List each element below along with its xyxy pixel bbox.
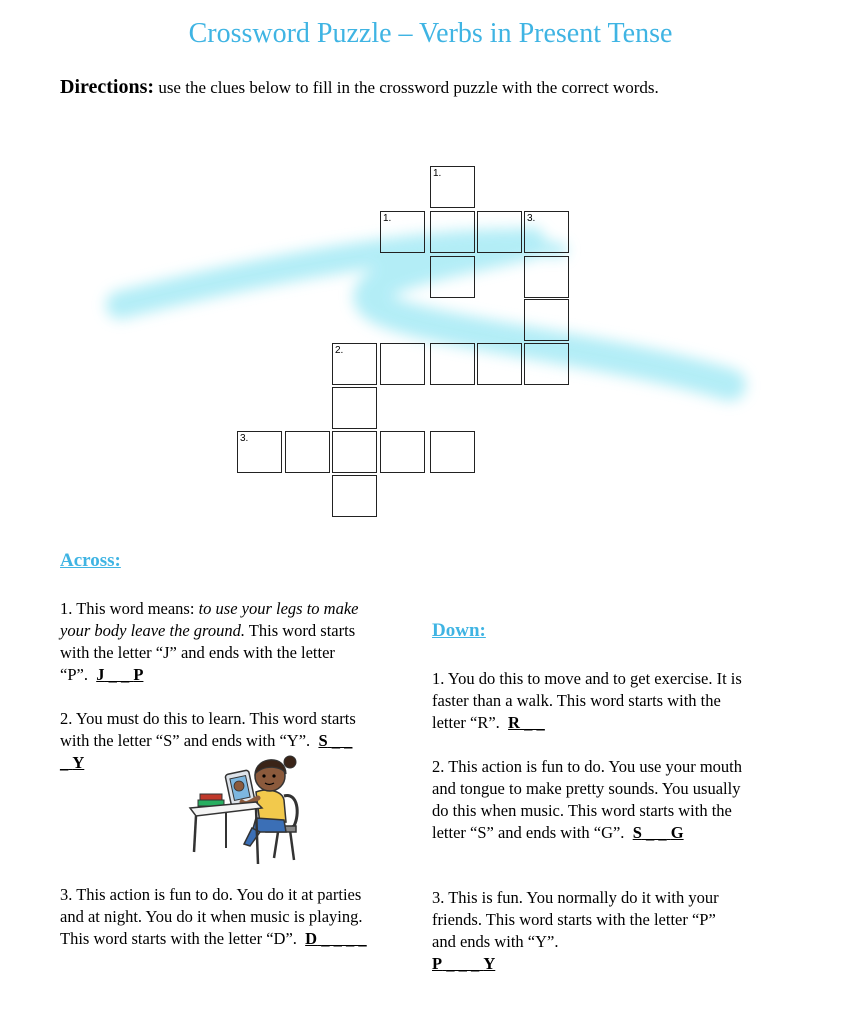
answer-pattern: R _ _ xyxy=(508,713,545,732)
grid-cell[interactable] xyxy=(380,343,425,385)
across-clue-2: 2. You must do this to learn. This word starts with the letter “S” and ends with “Y”. S _ _ _ Y xyxy=(60,709,356,772)
grid-cell[interactable] xyxy=(430,343,475,385)
across-heading: Across: xyxy=(60,550,121,571)
grid-cell[interactable] xyxy=(477,211,522,253)
grid-cell[interactable] xyxy=(332,431,377,473)
grid-number-down-3: 3. xyxy=(527,213,536,224)
grid-cell[interactable] xyxy=(237,431,282,473)
answer-pattern: P _ _ _ Y xyxy=(432,954,496,973)
across-clue-1: 1. This word means: to use your legs to make your body leave the ground. This word starts with the letter “J” and ends with the letter “P”. J _ _ P xyxy=(60,599,359,684)
grid-cell[interactable] xyxy=(430,211,475,253)
answer-pattern: J _ _ P xyxy=(96,665,144,684)
grid-number-across-3: 3. xyxy=(240,433,249,444)
grid-cell[interactable] xyxy=(285,431,330,473)
grid-cell[interactable] xyxy=(332,387,377,429)
grid-cell[interactable] xyxy=(430,431,475,473)
grid-cell[interactable] xyxy=(332,475,377,517)
grid-cell[interactable] xyxy=(524,256,569,298)
down-heading: Down: xyxy=(432,620,486,641)
directions-text: use the clues below to fill in the crossword puzzle with the correct words. xyxy=(158,78,659,97)
directions-label: Directions: xyxy=(60,76,155,98)
grid-cell[interactable] xyxy=(524,299,569,341)
grid-cell[interactable] xyxy=(332,343,377,385)
across-clue-3: 3. This action is fun to do. You do it at parties and at night. You do it when music is playing. This word starts with the letter “D”. D _ _ _ _ xyxy=(60,885,367,948)
grid-cell[interactable] xyxy=(380,431,425,473)
grid-cell[interactable] xyxy=(380,211,425,253)
child-at-desk-illustration xyxy=(186,748,310,868)
grid-cell[interactable] xyxy=(430,256,475,298)
grid-cell[interactable] xyxy=(524,211,569,253)
page-title: Crossword Puzzle – Verbs in Present Tense xyxy=(188,18,673,49)
answer-pattern: D _ _ _ _ xyxy=(305,929,367,948)
answer-pattern: S _ _ _ Y xyxy=(60,731,353,772)
grid-number-across-1: 1. xyxy=(383,213,392,224)
answer-pattern: S _ _ G xyxy=(632,823,684,842)
down-clue-1: 1. You do this to move and to get exercise. It is faster than a walk. This word starts with the letter “R”. R _ _ xyxy=(432,669,742,732)
grid-cell[interactable] xyxy=(430,166,475,208)
grid-number-down-1: 1. xyxy=(433,168,442,179)
grid-cell[interactable] xyxy=(477,343,522,385)
down-clue-2: 2. This action is fun to do. You use your mouth and tongue to make pretty sounds. You usually do this when music. This word starts with the letter “S” and ends with “G”. S _ _ G xyxy=(432,757,742,842)
down-clue-3: 3. This is fun. You normally do it with your friends. This word starts with the letter “P” and ends with “Y”. P _ _ _ Y xyxy=(432,888,719,973)
grid-number-down-2: 2. xyxy=(335,345,344,356)
grid-cell[interactable] xyxy=(524,343,569,385)
